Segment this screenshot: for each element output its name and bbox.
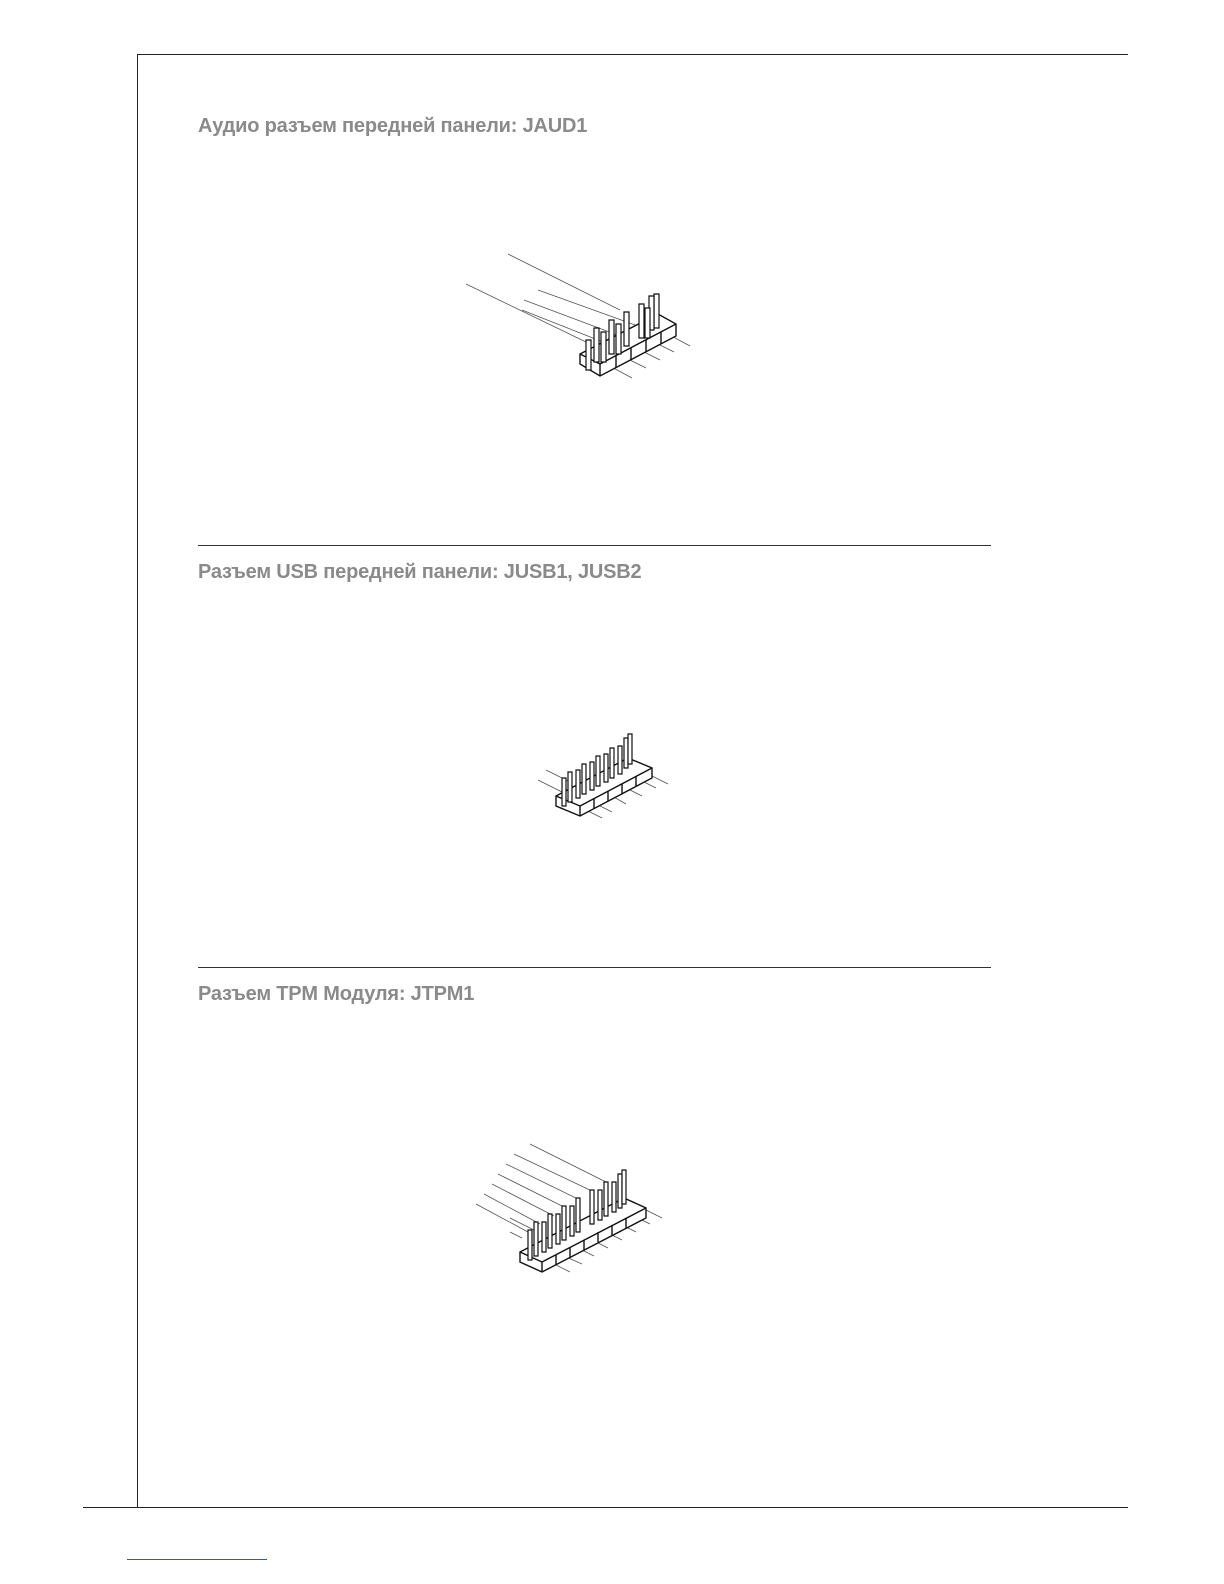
footer-link-underline xyxy=(127,1559,267,1560)
section-divider-jusb xyxy=(198,545,991,546)
page-frame-left-rule xyxy=(137,54,138,1508)
section-title-jtpm1: Разъем TPM Модуля: JTPM1 xyxy=(198,983,475,1005)
section-title-jusb: Разъем USB передней панели: JUSB1, JUSB2 xyxy=(198,561,642,583)
page-frame-top-rule xyxy=(137,54,1128,55)
section-divider-jtpm1 xyxy=(198,967,991,968)
jusb-pin-header-icon xyxy=(536,730,676,830)
jtpm1-pin-header-icon xyxy=(470,1140,670,1280)
jaud1-pin-header-icon xyxy=(460,250,700,390)
page-frame-bottom-rule xyxy=(83,1507,1128,1508)
section-title-jaud1: Аудио разъем передней панели: JAUD1 xyxy=(198,115,588,137)
